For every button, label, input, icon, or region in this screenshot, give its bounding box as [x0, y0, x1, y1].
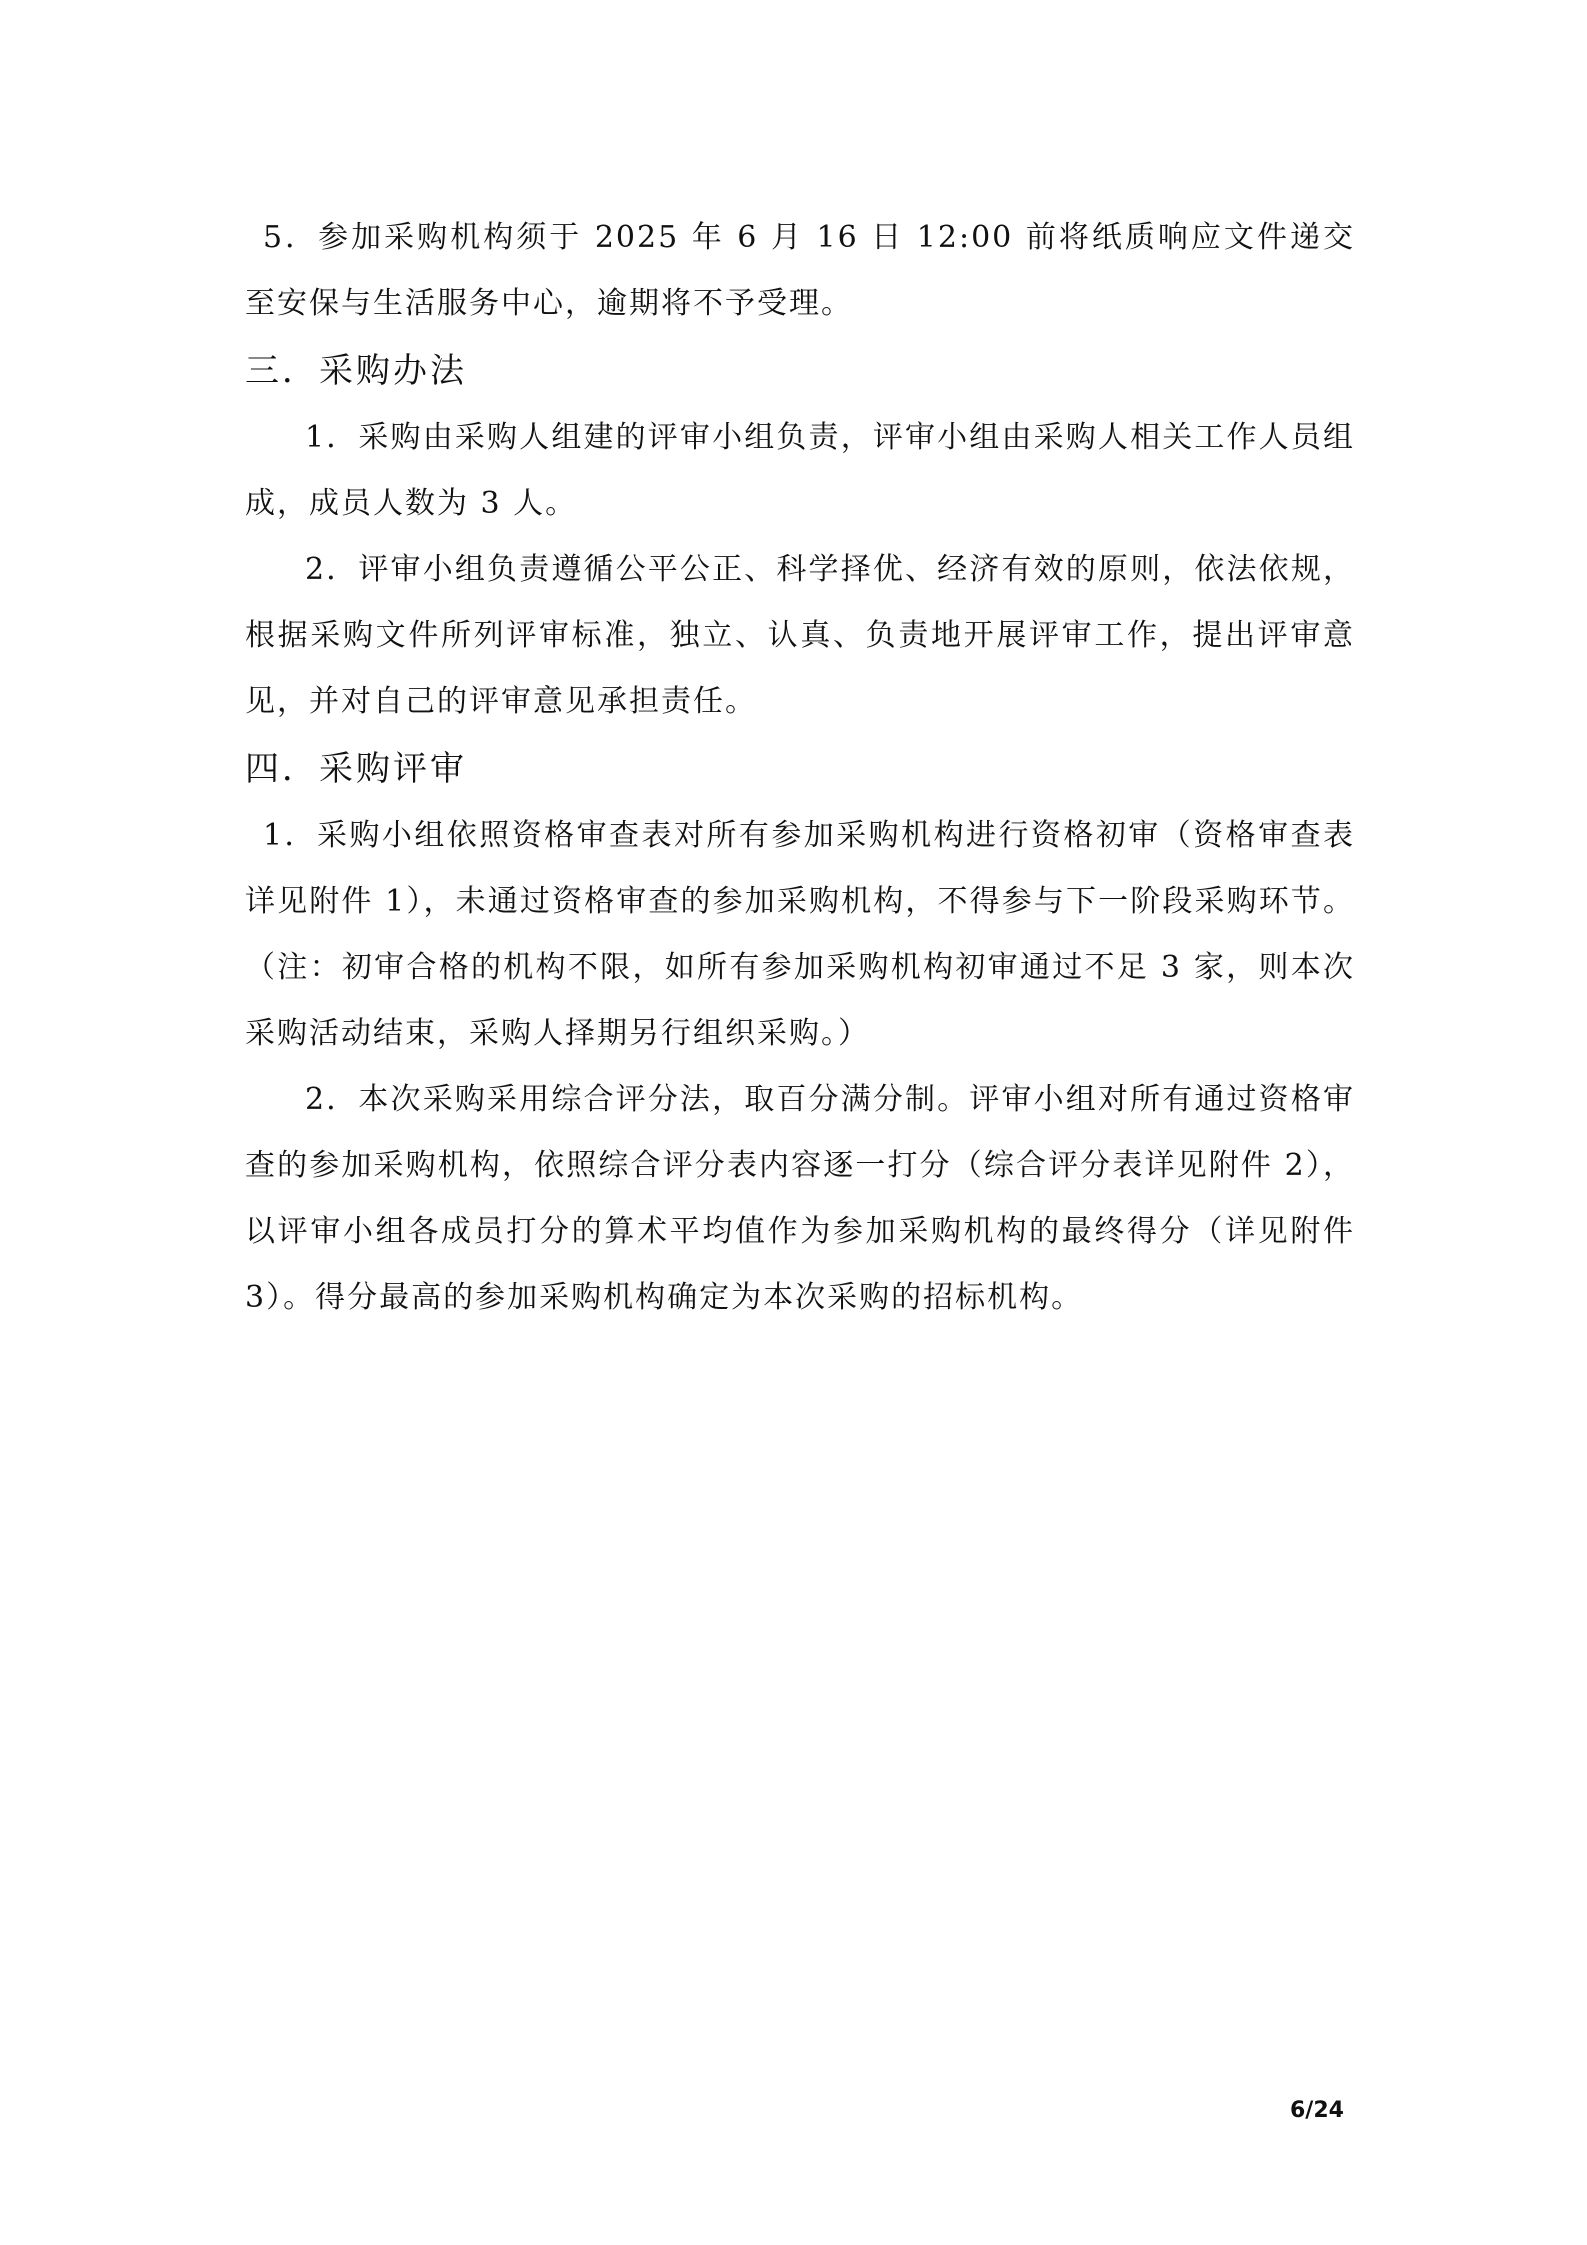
document-body: [245, 205, 1355, 1331]
paragraph-item-5: 5．参加采购机构须于 2025 年 6 月 16 日 12:00 前将纸质响应文件递交至安保与生活服务中心，逾期将不予受理。: [245, 220, 1355, 321]
paragraph-review-item-2: 2．本次采购采用综合评分法，取百分满分制。评审小组对所有通过资格审查的参加采购机构，依照综合评分表内容逐一打分（综合评分表详见附件 2），以评审小组各成员打分的算术平均值作为参加采购机构的最终得分（详见附件 3）。得分最高的参加采购机构确定为本次采购的招标机构。: [245, 1082, 1355, 1315]
section-heading-procurement-review: 四．采购评审: [245, 749, 467, 789]
paragraph-method-item-1: 1．采购由采购人组建的评审小组负责，评审小组由采购人相关工作人员组成，成员人数为 3 人。: [245, 420, 1355, 521]
paragraph-review-item-1: 1．采购小组依照资格审查表对所有参加采购机构进行资格初审（资格审查表详见附件 1），未通过资格审查的参加采购机构，不得参与下一阶段采购环节。（注：初审合格的机构不限，如所有参加采购机构初审通过不足 3 家，则本次采购活动结束，采购人择期另行组织采购。）: [245, 818, 1355, 1051]
page-number: 6/24: [1290, 2098, 1344, 2123]
paragraph-method-item-2: 2．评审小组负责遵循公平公正、科学择优、经济有效的原则，依法依规，根据采购文件所列评审标准，独立、认真、负责地开展评审工作，提出评审意见，并对自己的评审意见承担责任。: [245, 552, 1355, 719]
section-heading-procurement-method: 三．采购办法: [245, 351, 467, 391]
